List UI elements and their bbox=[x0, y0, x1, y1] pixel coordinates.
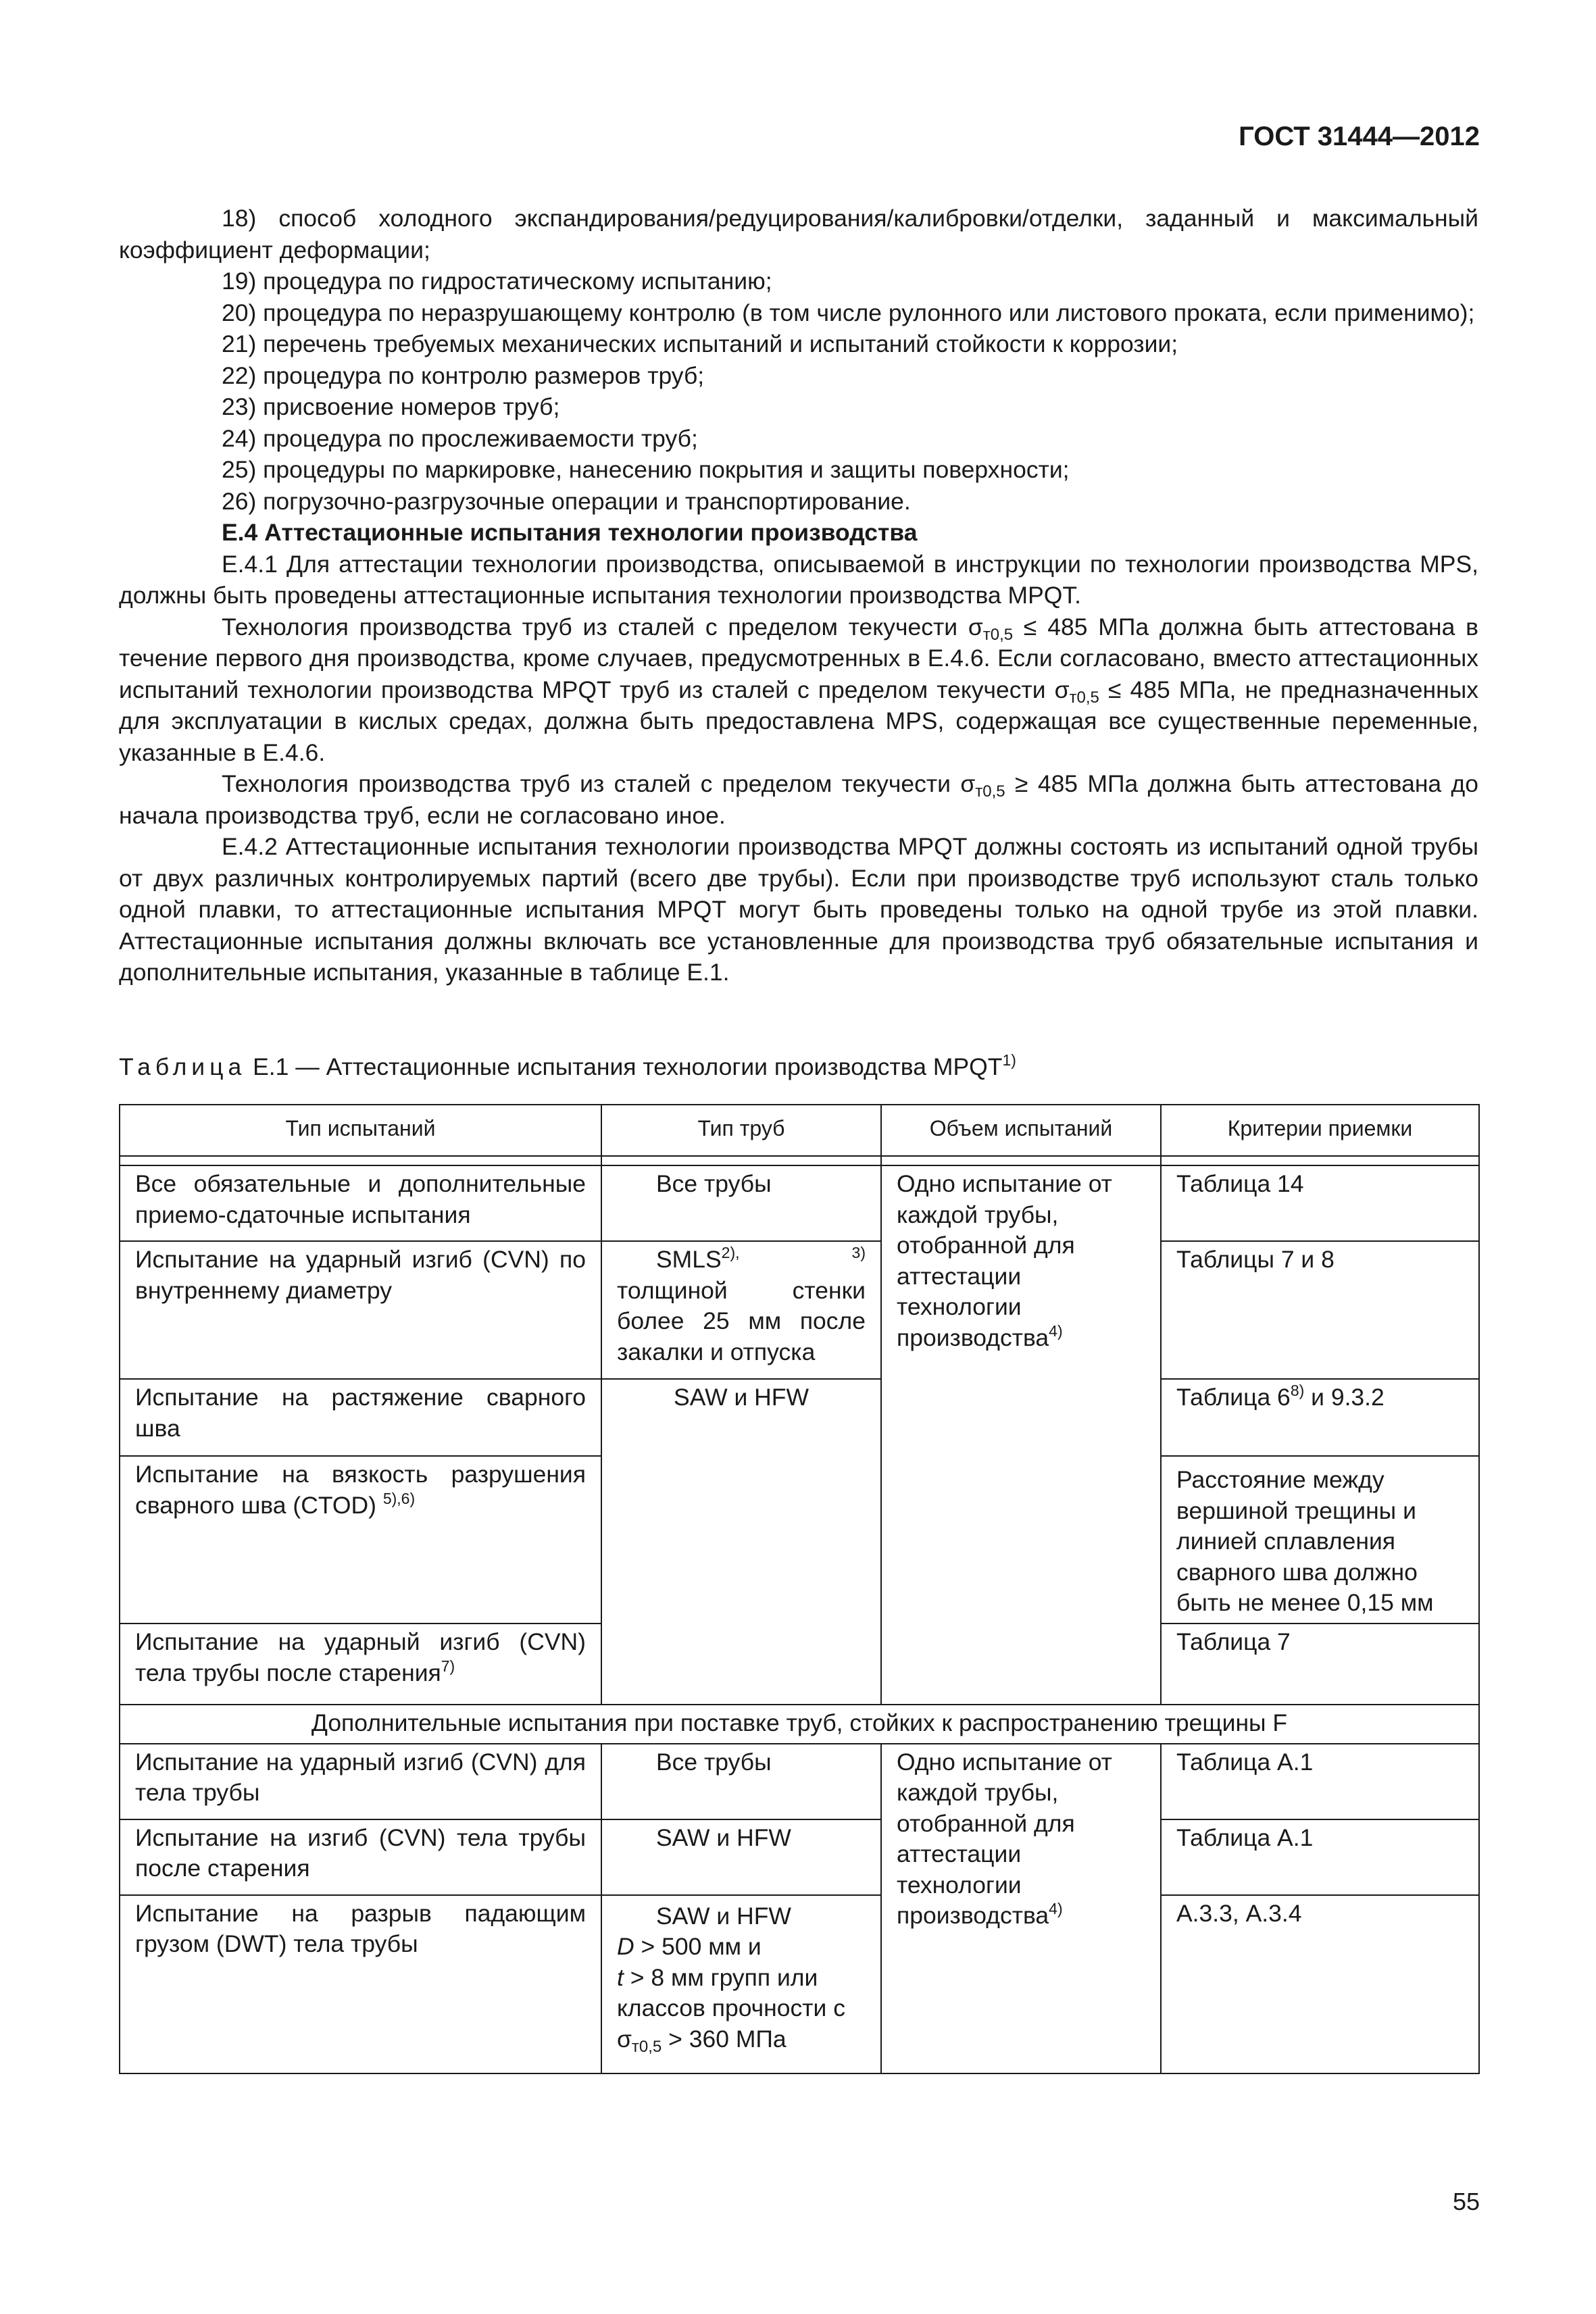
paragraph-yield-485-a: Технология производства труб из сталей с пределом текучести $\sigma_{т0,5} \le 485$ МПа должна быть аттестована в течение первого дня производства, кроме случаев, предусмотренных в Е.4.6. Если согласовано, вместо аттестационных испытаний технологии производства MPQT труб из сталей с пределом текучести $\sigma_{т0,5} \le 485$ МПа, не предназначенных для эксплуатации в кислых средах, должна быть предоставлена MPS, содержащая все существенные переменные, указанные в Е.4.6. bbox=[119, 613, 1478, 766]
list-item: 18) способ холодного экспандирования/редуцирования/калибровки/отделки, заданный и максимальный коэффициент деформации; bbox=[119, 205, 1478, 263]
table-cell: Испытание на вязкость разрушения сварного шва (CTOD) $^{5),6)}$ bbox=[120, 1456, 601, 1624]
list-item: 22) процедура по контролю размеров труб; bbox=[222, 361, 705, 389]
table-cell: SAW и HFW bbox=[601, 1819, 881, 1895]
table-caption: Таблица Е.1 — Аттестационные испытания технологии производства MPQT$^{1)}$ bbox=[119, 1051, 1016, 1080]
table-section-title: Дополнительные испытания при поставке труб, стойких к распространению трещины F bbox=[120, 1705, 1479, 1744]
section-heading: Е.4 Аттестационные испытания технологии производства bbox=[222, 519, 918, 546]
table-cell: Таблица А.1 bbox=[1161, 1819, 1479, 1895]
column-header: Критерии приемки bbox=[1161, 1105, 1479, 1156]
list-item: 25) процедуры по маркировке, нанесению покрытия и защиты поверхности; bbox=[222, 456, 1070, 483]
column-header: Тип труб bbox=[601, 1105, 881, 1156]
test-scope-cell: Одно испытание от каждой трубы, отобранной для аттестации технологии производства$^{4)}$ bbox=[881, 1165, 1161, 1705]
table-row bbox=[120, 1744, 1479, 1819]
paragraph-e42: Е.4.2 Аттестационные испытания технологии производства MPQT должны состоять из испытаний одной трубы от двух различных контролируемых партий (всего две трубы). Если при производстве труб используют сталь только одной плавки, то аттестационные испытания MPQT могут быть проведены только на одной трубе из этой плавки. Аттестационные испытания должны включать все установленные для производства труб обязательные испытания и дополнительные испытания, указанные в таблице Е.1. bbox=[119, 833, 1478, 986]
table-cell: Все трубы bbox=[601, 1165, 881, 1241]
table-section-row bbox=[120, 1705, 1479, 1744]
table-cell: Расстояние между вершиной трещины и линией сплавления сварного шва должно быть не менее 0,15 мм bbox=[1161, 1456, 1479, 1624]
list-item: 23) присвоение номеров труб; bbox=[222, 393, 560, 420]
table-cell: Все трубы bbox=[601, 1744, 881, 1819]
table-spacer bbox=[120, 1156, 1479, 1165]
test-scope-cell: Одно испытание от каждой трубы, отобранной для аттестации технологии производства$^{4)}$ bbox=[881, 1744, 1161, 2073]
list-item: 21) перечень требуемых механических испытаний и испытаний стойкости к коррозии; bbox=[222, 330, 1178, 357]
table-cell: Таблицы 7 и 8 bbox=[1161, 1241, 1479, 1379]
table-cell: SAW и HFW D > 500 мм и t > 8 мм групп или классов прочности с $\sigma_{т0,5} > 360$ МПа bbox=[601, 1895, 881, 2073]
table-cell: Таблица 6$^{8)}$ и 9.3.2 bbox=[1161, 1379, 1479, 1456]
table-cell: Испытание на ударный изгиб (CVN) тела трубы после старения$^{7)}$ bbox=[120, 1624, 601, 1705]
table-row bbox=[120, 1379, 1479, 1456]
table-cell: А.3.3, А.3.4 bbox=[1161, 1895, 1479, 2073]
table-row bbox=[120, 1241, 1479, 1379]
table-cell: Таблица А.1 bbox=[1161, 1744, 1479, 1819]
table-cell: Испытание на изгиб (CVN) тела трубы после старения bbox=[120, 1819, 601, 1895]
table-cell: Испытание на ударный изгиб (CVN) для тела трубы bbox=[120, 1744, 601, 1819]
list-item: 19) процедура по гидростатическому испытанию; bbox=[222, 268, 772, 295]
table-e1 bbox=[119, 1104, 1480, 2074]
list-item: 20) процедура по неразрушающему контролю (в том числе рулонного или листового проката, если применимо); bbox=[222, 299, 1475, 326]
table-row bbox=[120, 1895, 1479, 2073]
table-cell: Испытание на растяжение сварного шва bbox=[120, 1379, 601, 1456]
table-cell: Таблица 14 bbox=[1161, 1165, 1479, 1241]
document-id: ГОСТ 31444—2012 bbox=[1239, 122, 1480, 151]
body-text bbox=[119, 203, 1478, 988]
table-cell: SAW и HFW bbox=[601, 1379, 881, 1705]
table-header-row bbox=[120, 1105, 1479, 1156]
table-cell: Таблица 7 bbox=[1161, 1624, 1479, 1705]
column-header: Объем испытаний bbox=[881, 1105, 1161, 1156]
list-item: 24) процедура по прослеживаемости труб; bbox=[222, 424, 698, 452]
paragraph-e41: Е.4.1 Для аттестации технологии производства, описываемой в инструкции по технологии производства MPS, должны быть проведены аттестационные испытания технологии производства MPQT. bbox=[119, 550, 1478, 609]
table-cell: Все обязательные и дополнительные приемо-сдаточные испытания bbox=[120, 1165, 601, 1241]
paragraph-yield-485-b: Технология производства труб из сталей с пределом текучести $\sigma_{т0,5} \ge 485$ МПа должна быть аттестована до начала производства труб, если не согласовано иное. bbox=[119, 770, 1478, 829]
table-cell: Испытание на разрыв падающим грузом (DWT) тела трубы bbox=[120, 1895, 601, 2073]
column-header: Тип испытаний bbox=[120, 1105, 601, 1156]
table-cell: Испытание на ударный изгиб (CVN) по внутреннему диаметру bbox=[120, 1241, 601, 1379]
table-row bbox=[120, 1819, 1479, 1895]
list-item: 26) погрузочно-разгрузочные операции и транспортирование. bbox=[222, 487, 911, 515]
table-row bbox=[120, 1165, 1479, 1241]
page-number: 55 bbox=[1452, 2188, 1480, 2215]
table-cell: $SMLS^{2), 3)}$ толщиной стенки более 25 мм после закалки и отпуска bbox=[601, 1241, 881, 1379]
